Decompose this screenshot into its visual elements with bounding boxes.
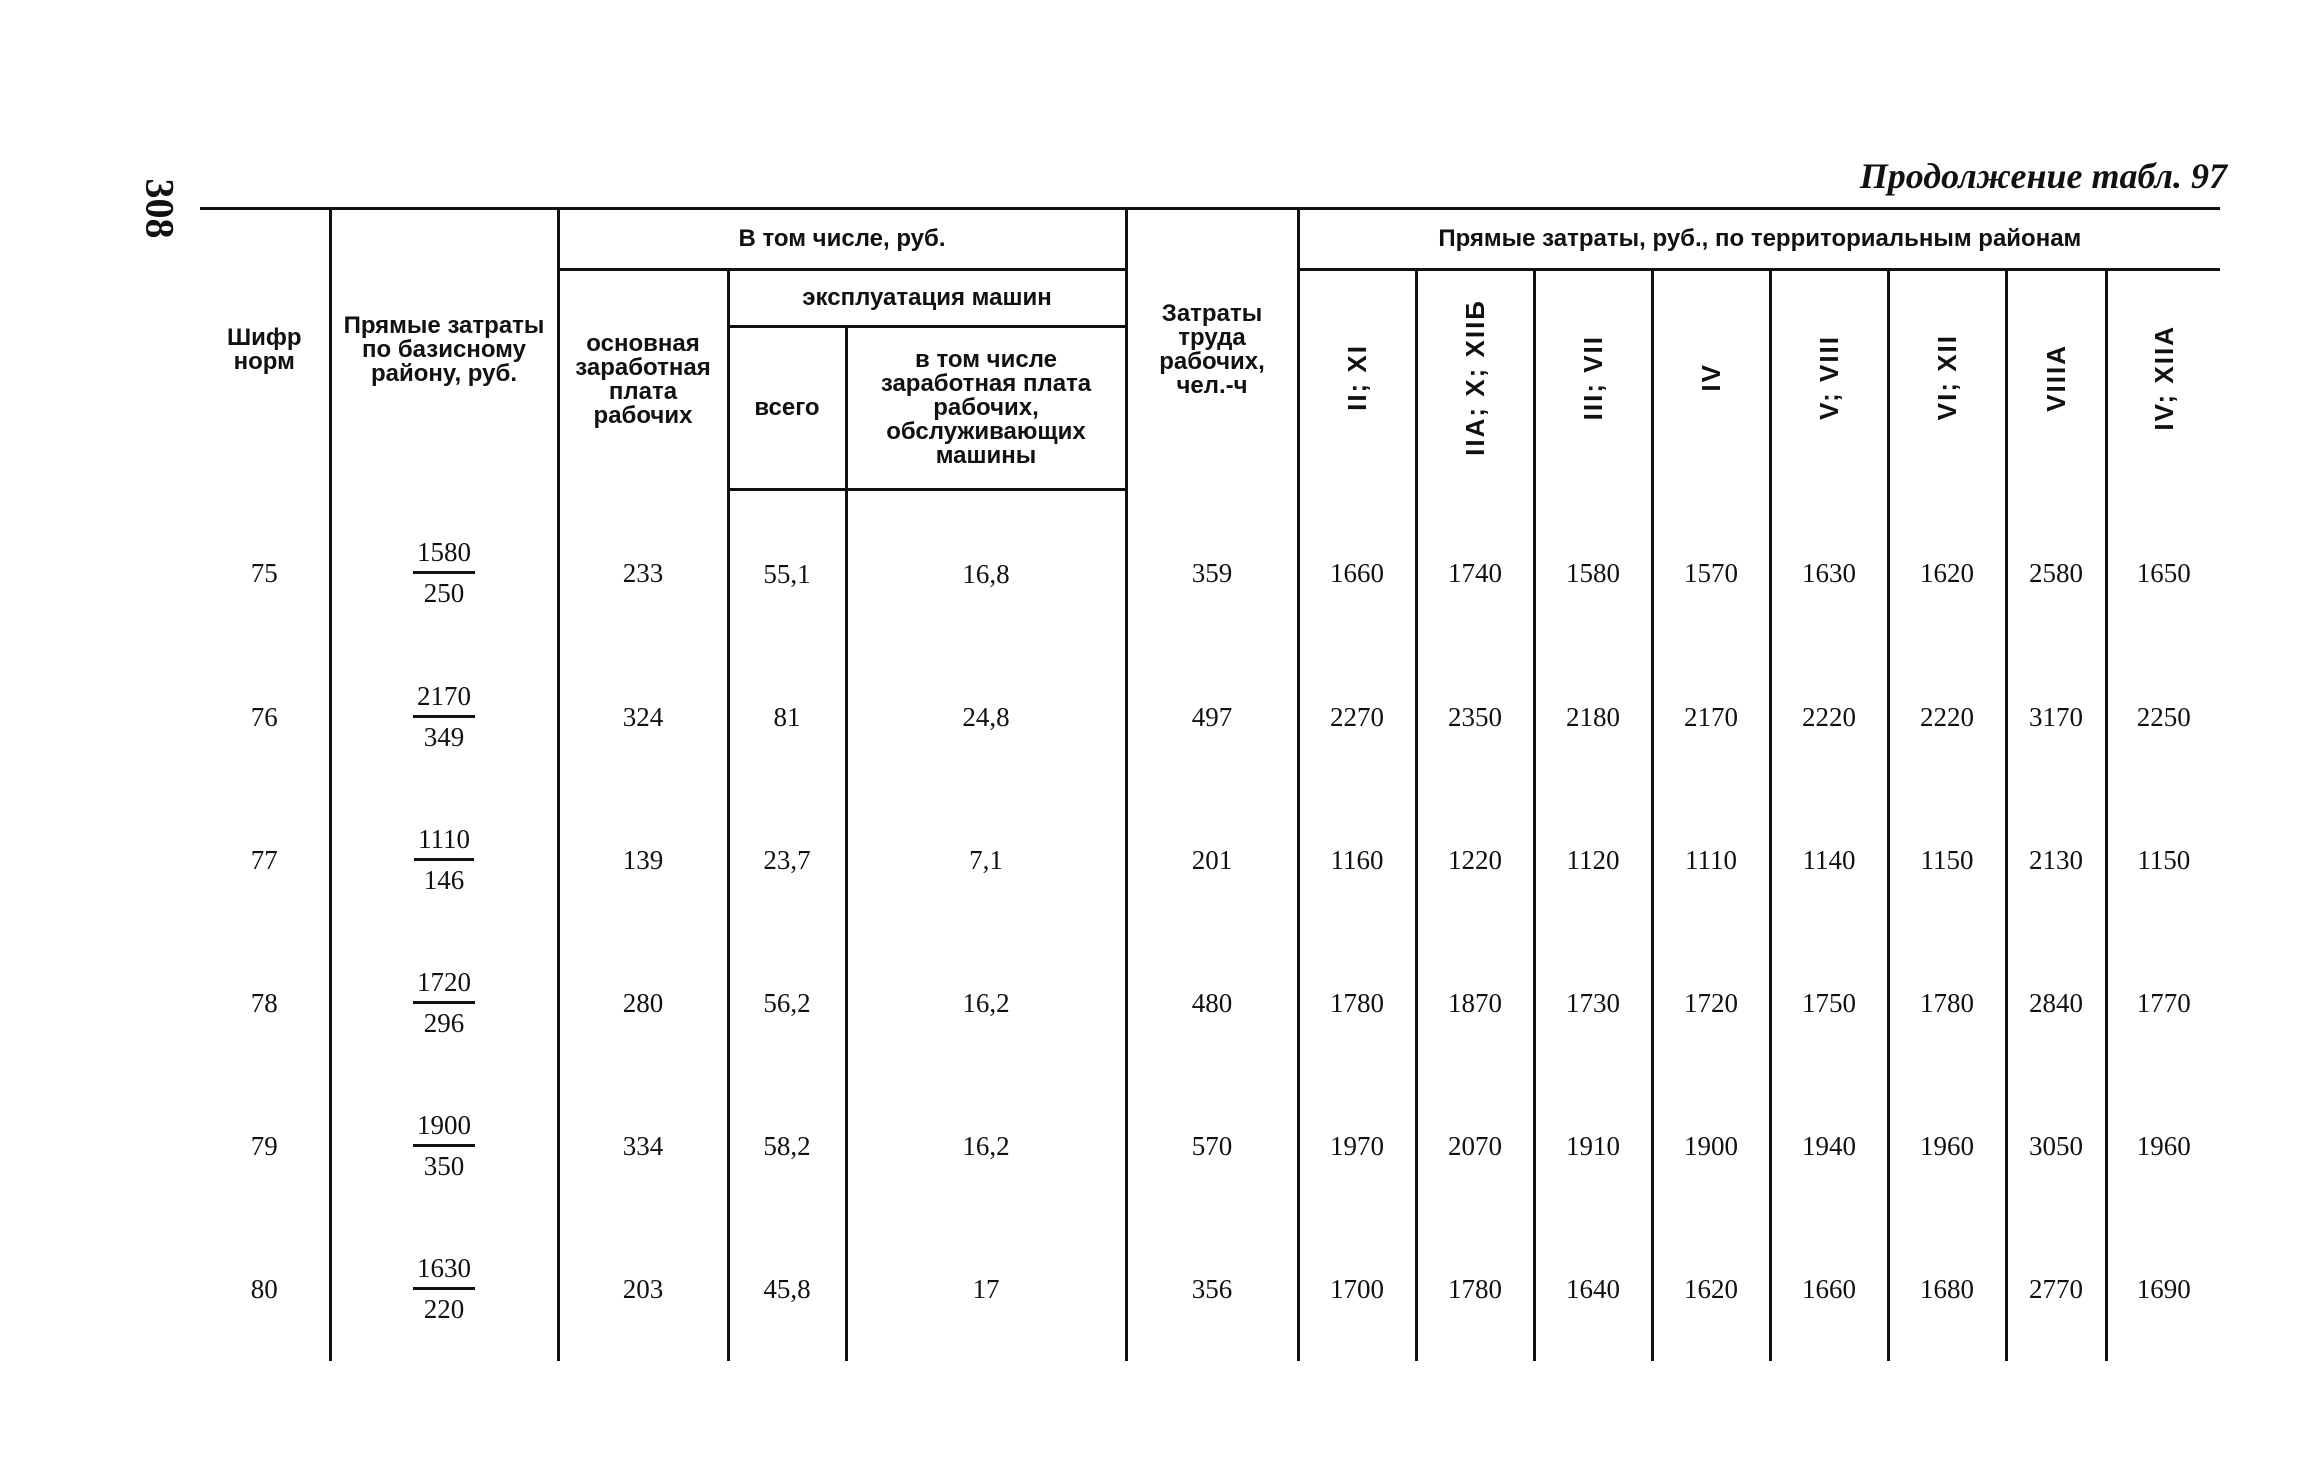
cell-region: 1650 [2106,489,2220,646]
cell-region: 1750 [1770,932,1888,1075]
cell-region: 1150 [2106,789,2220,932]
cell-region: 2350 [1416,646,1534,789]
table-row [200,789,2220,932]
cell-mach-wage: 16,2 [846,1075,1126,1218]
header-region-3 [1534,270,1652,490]
header-basic-wage: основная заработная плата рабочих [558,270,728,490]
cell-region: 1940 [1770,1075,1888,1218]
cell-mach-wage: 16,8 [846,489,1126,646]
cell-code: 78 [200,932,330,1075]
header-group-including: В том числе, руб. [558,209,1126,270]
cell-base-cost [330,489,558,646]
cell-mach-total: 45,8 [728,1218,846,1361]
region-label: V; VIII [1814,335,1844,420]
cell-region: 2840 [2006,932,2106,1075]
header-region-8 [2106,270,2220,490]
cell-region: 1720 [1652,932,1770,1075]
fraction-denominator: 296 [423,1008,465,1038]
header-region-1 [1298,270,1416,490]
cell-wage: 233 [558,489,728,646]
header-machines-total: всего [728,327,846,489]
cell-region: 1780 [1888,932,2006,1075]
cell-mach-wage: 17 [846,1218,1126,1361]
fraction-numerator: 1900 [413,1110,475,1147]
region-label: VI; XII [1932,334,1962,421]
fraction-numerator: 2170 [413,681,475,718]
cell-code: 80 [200,1218,330,1361]
cell-region: 2220 [1770,646,1888,789]
fraction-denominator: 220 [423,1294,465,1324]
fraction-numerator: 1110 [414,824,474,861]
cell-region: 1960 [1888,1075,2006,1218]
header-machines-wage: в том числе заработная плата рабочих, обслуживающих машины [846,327,1126,489]
cell-mach-wage: 7,1 [846,789,1126,932]
cell-mach-total: 55,1 [728,489,846,646]
header-code: Шифр норм [200,209,330,490]
cell-mach-total: 23,7 [728,789,846,932]
cell-region: 1780 [1298,932,1416,1075]
cell-region: 1160 [1298,789,1416,932]
table-header [200,209,2220,490]
cell-region: 1970 [1298,1075,1416,1218]
cell-region: 3170 [2006,646,2106,789]
region-label: IV; XIIA [2148,324,2179,431]
cell-region: 2130 [2006,789,2106,932]
cell-mach-wage: 24,8 [846,646,1126,789]
header-region-5 [1770,270,1888,490]
header-machines-group: эксплуатация машин [728,270,1126,327]
cell-code: 76 [200,646,330,789]
cell-labor: 356 [1126,1218,1298,1361]
cell-region: 1770 [2106,932,2220,1075]
cell-wage: 280 [558,932,728,1075]
cell-region: 1910 [1534,1075,1652,1218]
fraction-numerator: 1630 [413,1253,475,1290]
cell-base-cost [330,932,558,1075]
table-caption: Продолжение табл. 97 [1859,156,2227,196]
cell-base-cost [330,1075,558,1218]
cell-region: 1730 [1534,932,1652,1075]
cell-region: 2250 [2106,646,2220,789]
table-body [200,489,2220,1361]
cell-region: 2180 [1534,646,1652,789]
cell-labor: 359 [1126,489,1298,646]
cell-wage: 203 [558,1218,728,1361]
cell-base-cost [330,1218,558,1361]
cell-region: 1900 [1652,1075,1770,1218]
cell-region: 1680 [1888,1218,2006,1361]
cell-region: 1690 [2106,1218,2220,1361]
cell-region: 1700 [1298,1218,1416,1361]
region-label: II; XI [1342,344,1372,411]
header-region-2 [1416,270,1534,490]
cell-labor: 480 [1126,932,1298,1075]
cell-region: 2220 [1888,646,2006,789]
cell-region: 1110 [1652,789,1770,932]
cell-region: 2770 [2006,1218,2106,1361]
region-label: IIA; X; XIIБ [1460,299,1490,456]
fraction-numerator: 1580 [413,537,475,574]
cell-wage: 139 [558,789,728,932]
cell-region: 2170 [1652,646,1770,789]
region-label: VIIIA [2041,343,2071,412]
cell-region: 1660 [1298,489,1416,646]
cell-code: 75 [200,489,330,646]
cost-table [200,207,2220,1361]
cell-region: 2270 [1298,646,1416,789]
cell-base-cost [330,646,558,789]
cell-wage: 334 [558,1075,728,1218]
header-labor: Затраты труда рабочих, чел.-ч [1126,209,1298,490]
cell-region: 1140 [1770,789,1888,932]
cell-region: 1960 [2106,1075,2220,1218]
cell-region: 1580 [1534,489,1652,646]
cell-region: 1640 [1534,1218,1652,1361]
header-region-6 [1888,270,2006,490]
cell-region: 1630 [1770,489,1888,646]
table-row [200,932,2220,1075]
cell-region: 1660 [1770,1218,1888,1361]
page-number: 308 [137,178,183,239]
table-row [200,646,2220,789]
cell-base-cost [330,789,558,932]
cell-mach-total: 81 [728,646,846,789]
fraction-denominator: 349 [423,722,465,752]
cell-mach-total: 58,2 [728,1075,846,1218]
cell-labor: 201 [1126,789,1298,932]
cell-region: 1870 [1416,932,1534,1075]
region-label: IV [1696,363,1726,392]
cell-wage: 324 [558,646,728,789]
header-region-7 [2006,270,2106,490]
cell-region: 1780 [1416,1218,1534,1361]
fraction-denominator: 350 [423,1151,465,1181]
cell-region: 1620 [1652,1218,1770,1361]
cell-labor: 497 [1126,646,1298,789]
cell-region: 1570 [1652,489,1770,646]
cell-code: 77 [200,789,330,932]
cell-mach-total: 56,2 [728,932,846,1075]
cell-code: 79 [200,1075,330,1218]
cell-region: 2580 [2006,489,2106,646]
cell-labor: 570 [1126,1075,1298,1218]
table-row [200,489,2220,646]
cell-region: 1120 [1534,789,1652,932]
cell-mach-wage: 16,2 [846,932,1126,1075]
cell-region: 2070 [1416,1075,1534,1218]
fraction-numerator: 1720 [413,967,475,1004]
cell-region: 1220 [1416,789,1534,932]
fraction-denominator: 146 [423,865,465,895]
fraction-denominator: 250 [423,578,465,609]
header-base-cost: Прямые затраты по базисному району, руб. [330,209,558,490]
cell-region: 1150 [1888,789,2006,932]
region-label: III; VII [1578,334,1608,421]
cell-region: 1740 [1416,489,1534,646]
header-regions-group: Прямые затраты, руб., по территориальным районам [1298,209,2220,270]
header-region-4 [1652,270,1770,490]
table-row [200,1075,2220,1218]
table-row [200,1218,2220,1361]
cell-region: 1620 [1888,489,2006,646]
cell-region: 3050 [2006,1075,2106,1218]
